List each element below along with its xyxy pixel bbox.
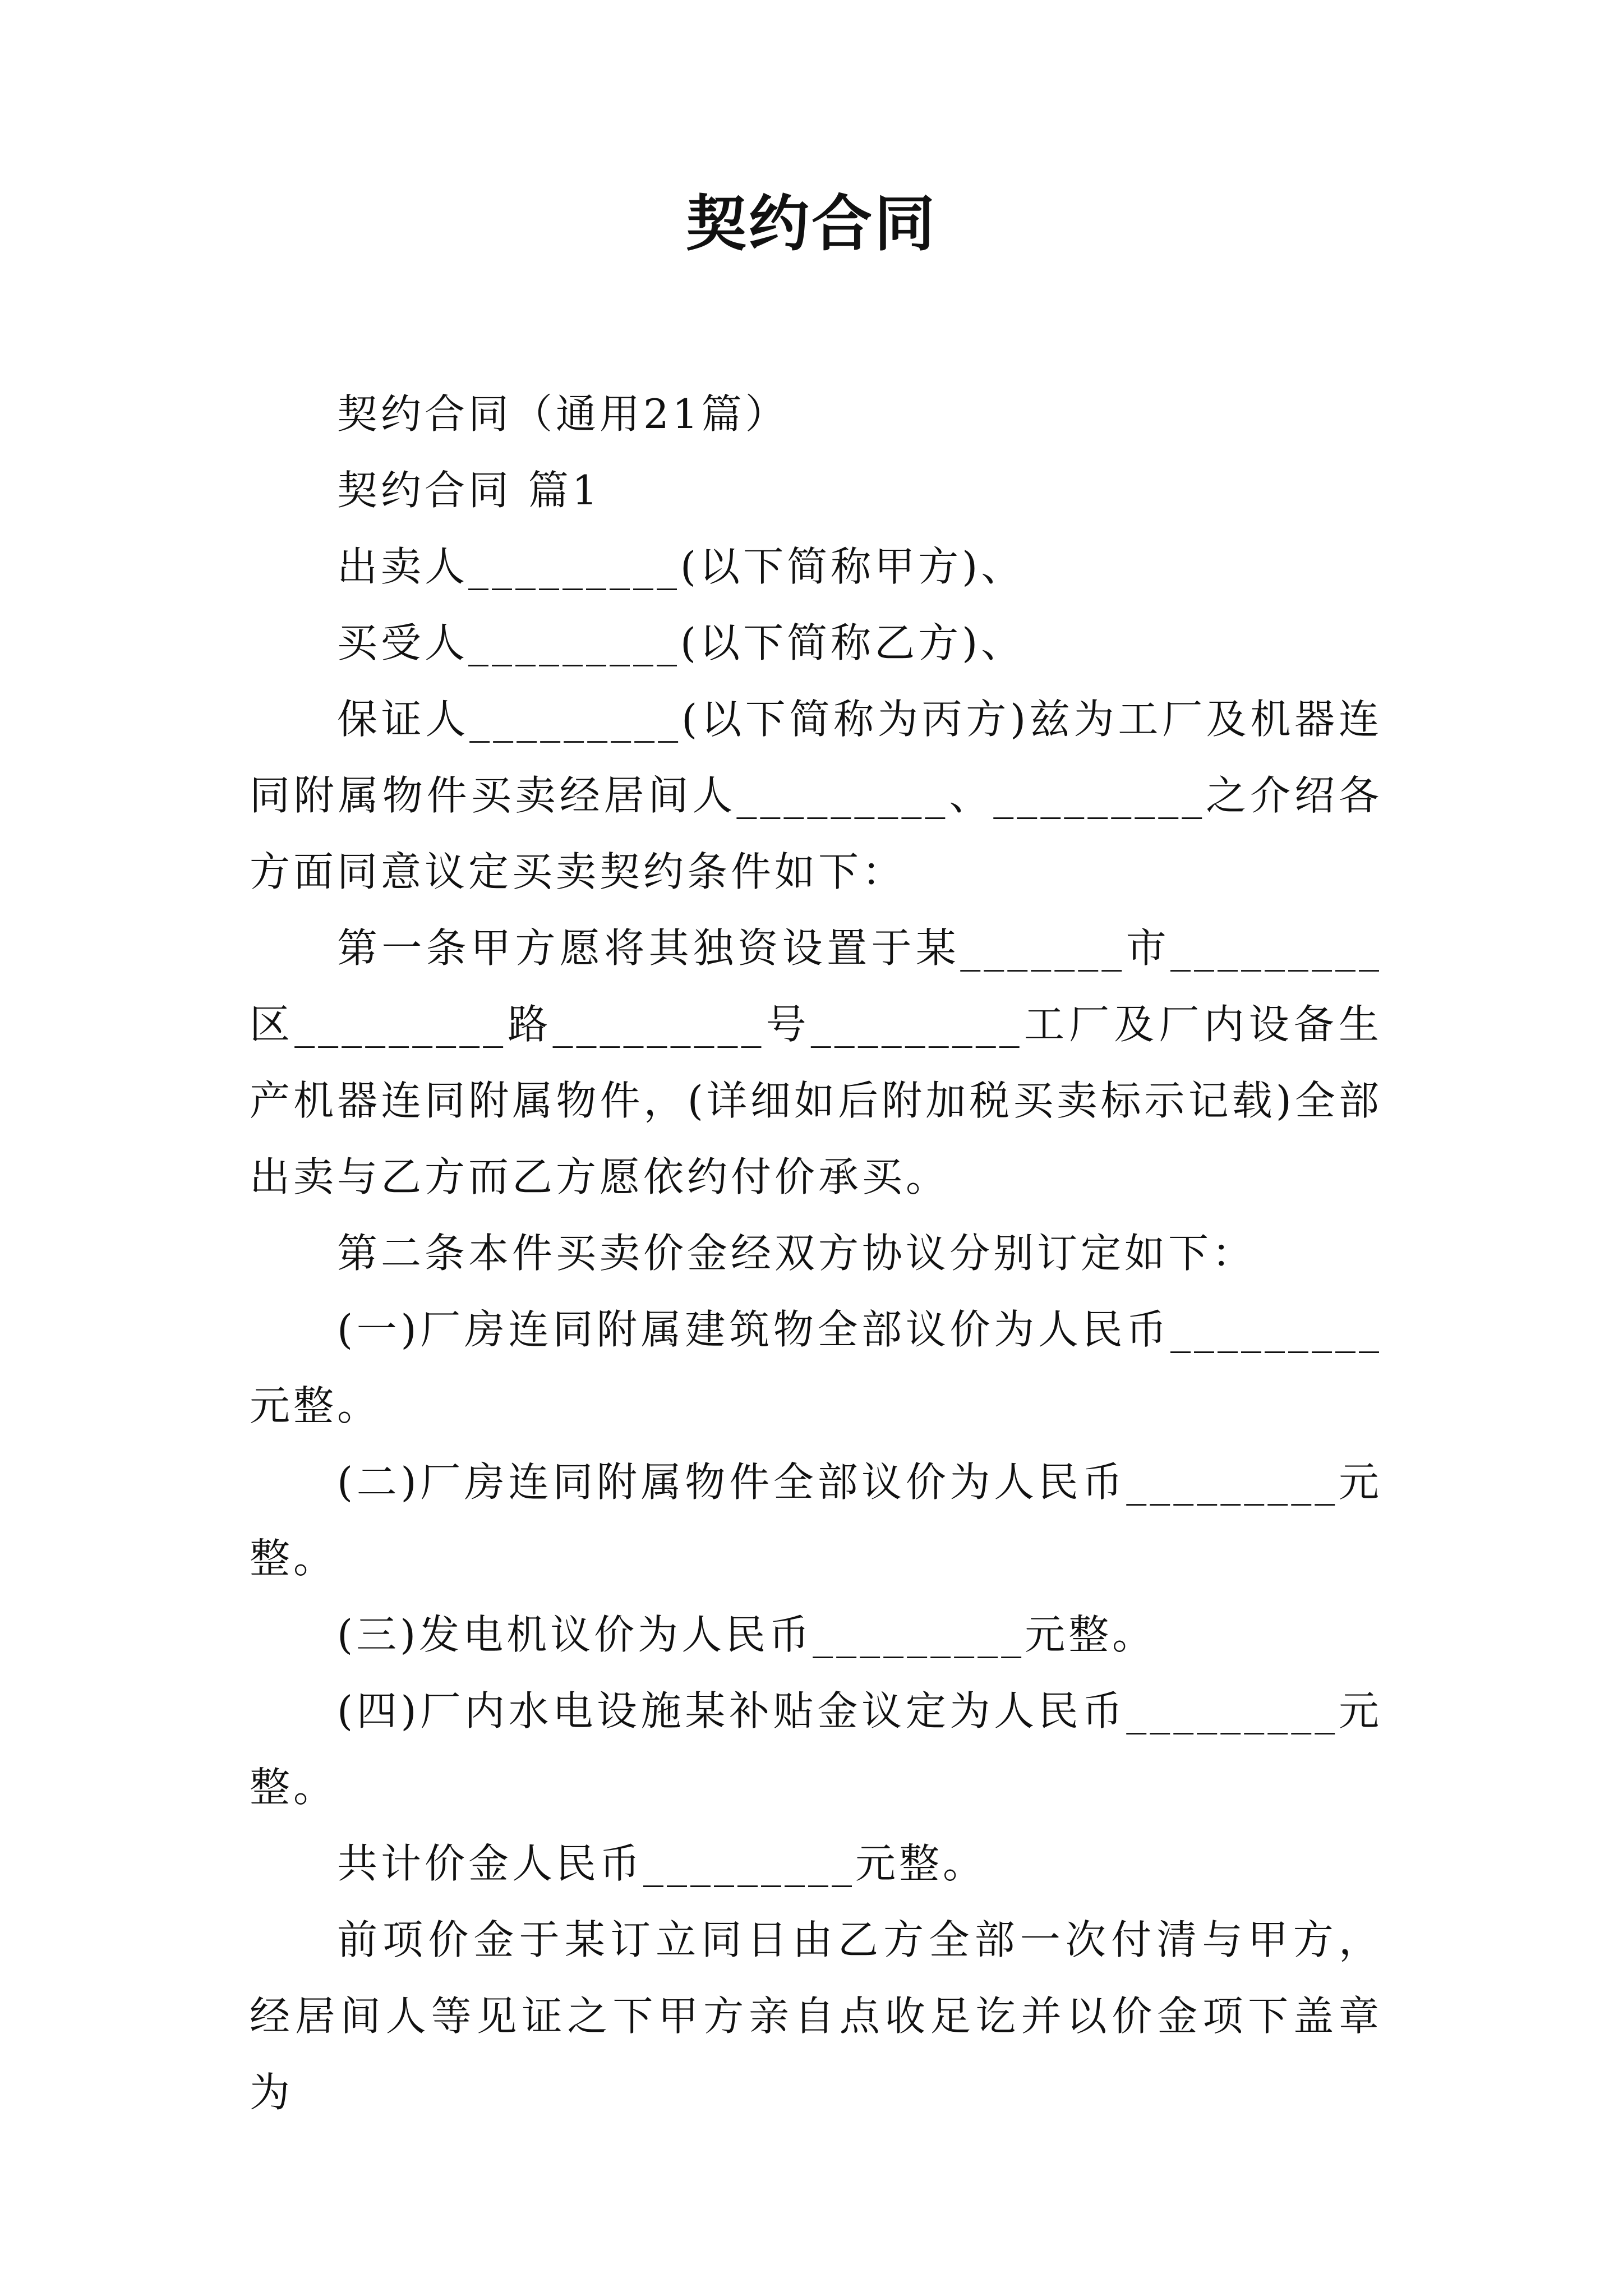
paragraph-item-2: (二)厂房连同附属物件全部议价为人民币_________元整。: [250, 1458, 1382, 1582]
paragraph-guarantor: 保证人_________(以下简称为丙方)兹为工厂及机器连同附属物件买卖经居间人_________、_________之介绍各方面同意议定买卖契约条件如下：: [250, 696, 1382, 895]
paragraph-payment: 前项价金于某订立同日由乙方全部一次付清与甲方，经居间人等见证之下甲方亲自点收足讫并以价金项下盖章为: [250, 1916, 1382, 2116]
paragraph-seller: 出卖人_________(以下简称甲方)、: [337, 543, 1025, 590]
paragraph-heading-general: 契约合同（通用21篇）: [337, 390, 789, 438]
document-title: 契约合同: [685, 189, 937, 259]
paragraph-total: 共计价金人民币_________元整。: [337, 1840, 987, 1887]
paragraph-item-3: (三)发电机议价为人民币_________元整。: [337, 1611, 1156, 1658]
paragraph-item-4: (四)厂内水电设施某补贴金议定为人民币_________元整。: [250, 1687, 1382, 1811]
paragraph-heading-part1: 契约合同 篇1: [337, 467, 601, 514]
document-body: [250, 376, 1382, 2131]
paragraph-buyer: 买受人_________(以下简称乙方)、: [337, 619, 1025, 666]
paragraph-article-1: 第一条甲方愿将其独资设置于某_______市_________区_________路_________号_________工厂及厂内设备生产机器连同附属物件，(详细如后附加税买卖标示记载)全部出卖与乙方而乙方愿依约付价承买。: [250, 924, 1382, 1200]
paragraph-article-2: 第二条本件买卖价金经双方协议分别订定如下：: [337, 1230, 1256, 1277]
paragraph-item-1: (一)厂房连同附属建筑物全部议价为人民币_________元整。: [250, 1306, 1382, 1429]
